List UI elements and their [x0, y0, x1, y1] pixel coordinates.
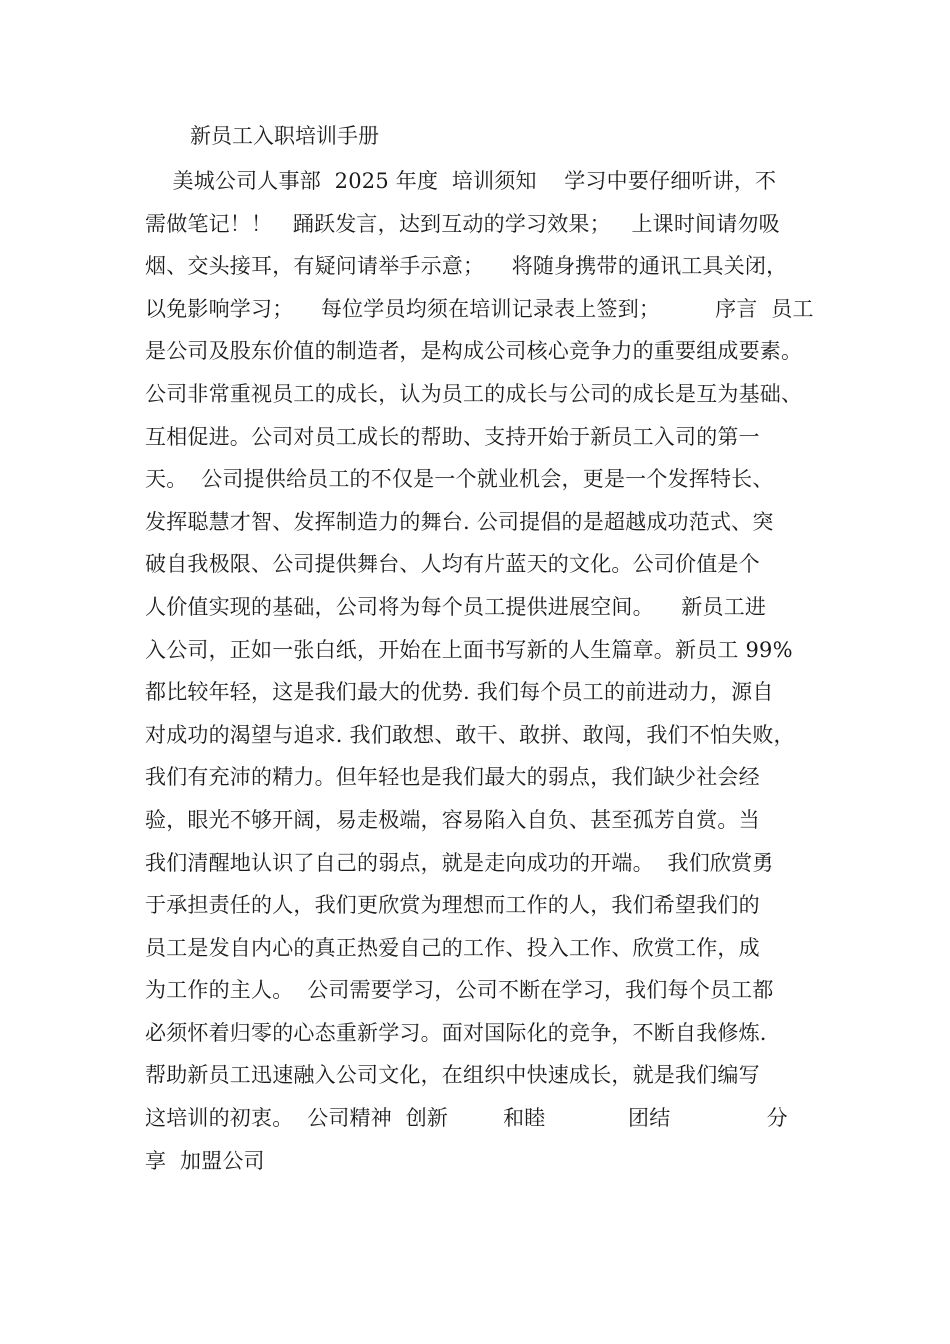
- body-line: 烟、交头接耳，有疑问请举手示意； 将随身携带的通讯工具关闭，: [145, 254, 788, 279]
- body-line: 以免影响学习； 每位学员均须在培训记录表上签到； 序言 员工: [145, 296, 814, 321]
- body-line: 于承担责任的人，我们更欣赏为理想而工作的人，我们希望我们的: [145, 893, 760, 918]
- body-line: 这培训的初衷。 公司精神 创新 和睦 团结 分: [145, 1106, 788, 1131]
- body-line: 互相促进。公司对员工成长的帮助、支持开始于新员工入司的第一: [145, 424, 760, 449]
- body-line: 享 加盟公司: [145, 1148, 265, 1173]
- body-line: 入公司，正如一张白纸，开始在上面书写新的人生篇章。新员工 99%: [145, 637, 793, 662]
- body-line: 帮助新员工迅速融入公司文化，在组织中快速成长，就是我们编写: [145, 1063, 760, 1088]
- body-line: 是公司及股东价值的制造者，是构成公司核心竞争力的重要组成要素。: [145, 339, 803, 364]
- body-line: 美城公司人事部 2025 年度 培训须知 学习中要仔细听讲，不: [145, 169, 777, 193]
- body-line: 对成功的渴望与追求. 我们敢想、敢干、敢拼、敢闯，我们不怕失败，: [145, 722, 795, 747]
- body-line: 必须怀着归零的心态重新学习。面对国际化的竞争，不断自我修炼.: [145, 1020, 767, 1045]
- body-line: 员工是发自内心的真正热爱自己的工作、投入工作、欣赏工作，成: [145, 935, 760, 960]
- body-line: 我们有充沛的精力。但年轻也是我们最大的弱点，我们缺少社会经: [145, 765, 760, 790]
- body-line: 验，眼光不够开阔，易走极端，容易陷入自负、甚至孤芳自赏。当: [145, 807, 760, 832]
- body-line: 天。 公司提供给员工的不仅是一个就业机会，更是一个发挥特长、: [145, 467, 774, 492]
- body-line: 破自我极限、公司提供舞台、人均有片蓝天的文化。公司价值是个: [145, 552, 760, 577]
- body-line: 为工作的主人。 公司需要学习，公司不断在学习，我们每个员工都: [145, 978, 774, 1003]
- document-body: [145, 166, 814, 1188]
- body-line: 我们清醒地认识了自己的弱点，就是走向成功的开端。 我们欣赏勇: [145, 850, 774, 875]
- body-line: 都比较年轻，这是我们最大的优势. 我们每个员工的前进动力，源自: [145, 680, 774, 705]
- body-line: 公司非常重视员工的成长，认为员工的成长与公司的成长是互为基础、: [145, 381, 803, 406]
- body-line: 发挥聪慧才智、发挥制造力的舞台. 公司提倡的是超越成功范式、突: [145, 509, 774, 534]
- body-line: 人价值实现的基础，公司将为每个员工提供进展空间。 新员工进: [145, 594, 767, 619]
- document-title: 新员工入职培训手册: [190, 124, 379, 148]
- body-line: 需做笔记！！ 踊跃发言，达到互动的学习效果； 上课时间请勿吸: [145, 211, 780, 236]
